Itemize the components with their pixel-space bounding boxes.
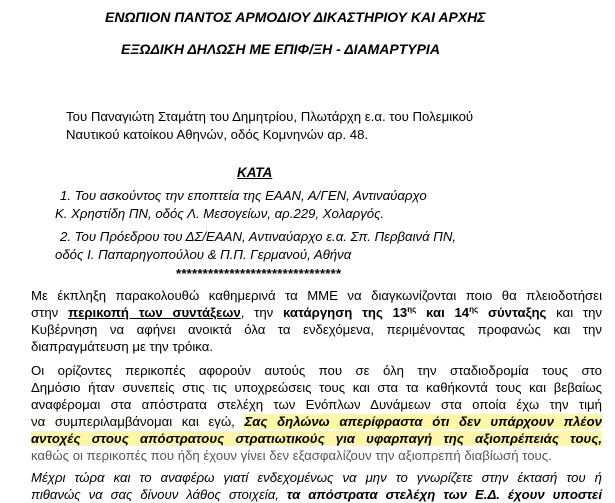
para2-line-6: καθώς οι περικοπές που ήδη έχουν γίνει δεν εξασφαλίζουν την αξιοπρεπή διαβίωσή τους. — [31, 448, 552, 463]
declaration-highlight-cont: αντοχές στους απόστρατους στρατιωτικούς για υφαρπαγή της αξιοπρέπειάς τους, — [31, 431, 602, 446]
separator: ******************************* — [176, 266, 342, 281]
title-line-2: ΕΞΩΔΙΚΗ ΔΗΛΩΣΗ ΜΕ ΕΠΙΦ/ΞΗ - ΔΙΑΜΑΡΤΥΡΙΑ — [121, 41, 440, 57]
para3-line-2 — [31, 487, 602, 503]
para1-line-3: Κυβέρνηση να αφήνει ανοικτά όλα τα ενδεχόμενα, περιμένοντας προφανώς και την — [31, 322, 602, 337]
abolition-phrase: κατάργηση της $13^{\eta\varsigma}$ και $14^{\eta\varsigma}$ σύνταξης — [283, 305, 547, 320]
sender-line-2: Ναυτικού κατοίκου Αθηνών, οδός Κομνηνών αρ. 48. — [66, 127, 369, 142]
title-line-1: ΕΝΩΠΙΟΝ ΠΑΝΤΟΣ ΑΡΜΟΔΙΟΥ ΔΙΚΑΣΤΗΡΙΟΥ ΚΑΙ ΑΡΧΗΣ — [105, 9, 486, 25]
para1-text: στην — [31, 305, 69, 320]
para2-line-4 — [31, 414, 602, 430]
para1-line-2 — [31, 305, 602, 321]
para1-line-1: Με έκπληξη παρακολουθώ καθημερινά τα ΜΜΕ να διαγκωνίζονται ποιο θα πλειοδοτήσει — [31, 288, 602, 303]
para1-text: , την — [240, 305, 284, 320]
para2-text: να συμπεριλαμβάνομαι και εγώ, — [31, 414, 245, 429]
para2-line-1: Οι ορίζοντες περικοπές αφορούν αυτούς που σε όλη την σταδιοδρομία τους στο — [31, 363, 602, 378]
kata-heading: ΚΑΤΑ — [237, 165, 273, 180]
para2-line-5 — [31, 431, 602, 447]
sender-line-1: Του Παναγιώτη Σταμάτη του Δημητρίου, Πλωτάρχη ε.α. του Πολεμικού — [66, 109, 474, 124]
para2-line-2: Δημόσιο ήταν συνεπείς στις τις υποχρεώσεις τους και στα τα καθήκοντά τους και βεβαίως — [31, 380, 602, 395]
para3-text: πιθανώς να σας δίνουν λάθος στοιχεία, — [31, 487, 287, 502]
para2-line-3: αναφέρομαι στα απόστρατα στελέχη των Ενόπλων Δυνάμεων στα οποία έχω την τιμή — [31, 397, 602, 412]
recipient-2-line-1: 2. Του Πρόεδρου του ΔΣ/ΕΑΑΝ, Αντιναύαρχο ε.α. Σπ. Περβαινά ΠΝ, — [60, 229, 457, 244]
para1-line-4: διαπραγμάτευση με την τρόικα. — [31, 339, 214, 354]
recipient-2-line-2: οδός Ι. Παπαρηγοπούλου & Π.Π. Γερμανού, Αθήνα — [55, 247, 352, 262]
retired-officers-phrase: τα απόστρατα στελέχη των Ε.Δ. έχουν υποστεί — [286, 487, 602, 502]
recipient-1-line-1: 1. Του ασκούντος την εποπτεία της ΕΑΑΝ, Α/ΓΕΝ, Αντιναύαρχο — [60, 188, 427, 203]
declaration-highlight: Σας δηλώνω απερίφραστα ότι δεν υπάρχουν πλέον — [244, 414, 602, 429]
recipient-1-line-2: Κ. Χρηστίδη ΠΝ, οδός Λ. Μεσογείων, αρ.229, Χολαργός. — [55, 206, 385, 221]
para3-line-1: Μέχρι τώρα και το αναφέρω γιατί ενδεχομένως να μην το γνωρίζετε στην έκτασή του ή — [31, 470, 602, 485]
para1-text: και την — [546, 305, 603, 320]
pension-cuts-phrase: περικοπή των συντάξεων — [68, 305, 241, 320]
